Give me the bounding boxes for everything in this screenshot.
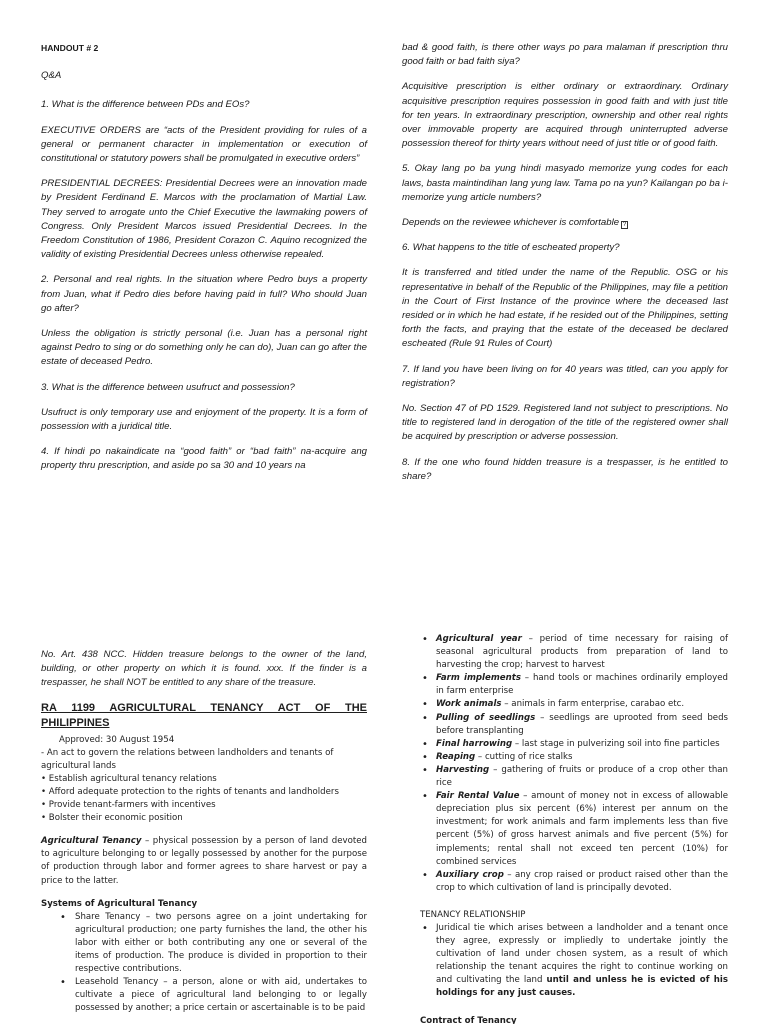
act-description: - An act to govern the relations between landholders and tenants of agricultural lands (41, 747, 334, 771)
list-item (420, 633, 728, 672)
answer-8: No. Art. 438 NCC. Hidden treasure belongs to the owner of the land, building, or other property on which it is found. xxx. If the finder is a trespasser, he shall NOT be entitled to any share of the treasure. (41, 649, 367, 689)
qa-label: Q&A (41, 70, 62, 82)
purpose-item: • Provide tenant-farmers with incentives (41, 800, 216, 811)
systems-list (41, 911, 367, 1016)
page2-left-column (41, 648, 367, 1015)
term-definition: – gathering of fruits or produce of a crop other than rice (436, 764, 728, 789)
question-1: 1. What is the difference between PDs and EOs? (41, 99, 250, 111)
page2-right-column (420, 633, 728, 1024)
question-3: 3. What is the difference between usufruct and possession? (41, 381, 295, 393)
list-item (420, 672, 728, 698)
page1-left-column (41, 41, 367, 485)
question-7: 7. If land you have been living on for 40 years was titled, can you apply for registration? (402, 363, 728, 389)
missing-glyph-icon: ? (622, 222, 627, 229)
answer-presidential-decrees: PRESIDENTIAL DECREES: Presidential Decrees were an innovation made by President Ferdinand E. Marcos with the proclamation of Martial Law. They served to arrogate unto the Chief Executive the lawmaking powers of Congress. Only President Marcos issued Presidential Decrees. In the Freedom Constitution of 1986, President Corazon C. Aquino recognized the validity of existing Presidential Decrees unless otherwise repealed. (41, 178, 367, 261)
term-definition: – amount of money not in excess of allowable depreciation plus six percent (6%) interest per annum on the investment; for work animals and farm implements less than five percent (5%) of gross harvest animals and five percent (5%) for implements; rental shall not exceed ten percent (10%) for combined services (436, 791, 728, 867)
answer-4: Acquisitive prescription is either ordinary or extraordinary. Ordinary acquisitive prescription requires possession in good faith and with just title for ten years. In extraordinary prescription, ownership and other real rights over immovable property are acquired through uninterrupted adverse possession thereof for thirty years without need of just title or of good faith. (402, 81, 728, 150)
list-item: • Share Tenancy – two persons agree on a joint undertaking for agricultural production; one party furnishes the land, the other his labor with either or both contributing any one or several of the items of production. The produce is divided in proportion to their respective contributions. (41, 911, 367, 976)
term-label: Fair Rental Value (436, 791, 520, 802)
term-definition: – seedlings are uprooted from seed beds before transplanting (436, 712, 728, 736)
tenancy-relationship-list (420, 922, 728, 1001)
question-2: 2. Personal and real rights. In the situation where Pedro buys a property from Juan, what if Pedro dies before having paid in full? Who should Juan go after? (41, 274, 367, 314)
term-label: Farm implements (436, 673, 521, 684)
tenancy-relationship-emphasis: until and unless he is evicted of his holdings for any just causes. (436, 975, 728, 999)
list-item (420, 712, 728, 738)
purpose-item: • Bolster their economic position (41, 813, 183, 824)
term-definition: – hand tools or machines ordinarily employed in farm enterprise (436, 673, 728, 697)
answer-5-text: Depends on the reviewee whichever is comfortable (402, 217, 620, 229)
list-item: • Leasehold Tenancy – a person, alone or with aid, undertakes to cultivate a piece of agricultural land belonging to or legally possessed by another; a price certain or ascertainable is to be paid (41, 976, 367, 1015)
tenancy-relationship-heading: TENANCY RELATIONSHIP (420, 909, 526, 920)
purpose-item: • Establish agricultural tenancy relations (41, 773, 217, 784)
term-label: Reaping (436, 751, 476, 762)
term-label: Agricultural year (436, 634, 522, 644)
list-item (420, 764, 728, 790)
term-label: Work animals (436, 699, 502, 710)
contract-of-tenancy-heading: Contract of Tenancy (420, 1015, 517, 1024)
tenancy-relationship-text: Juridical tie which arises between a landholder and a tenant once they agree, expressly or impliedly to undertake jointly the cultivation of land under chosen system, as a result of which relationship the tenant acquires the right to continue working on and cultivating the land (436, 922, 728, 986)
ra-1199-title-line1: RA 1199 AGRICULTURAL TENANCY ACT OF THE (41, 701, 367, 714)
list-item (420, 751, 728, 764)
term-label: Agricultural Tenancy (41, 836, 142, 847)
term-label: Final harrowing (436, 738, 513, 749)
answer-6: It is transferred and titled under the name of the Republic. OSG or his representative in behalf of the Republic of the Philippines, may file a petition in the Court of First Instance of the province where the deceased last resided or in which he had estate, if he resided out of the Philippines, setting forth the facts, and praying that the estate of the deceased be declared escheated (Rule 91 Rules of Court) (402, 267, 728, 350)
answer-2: Unless the obligation is strictly personal (i.e. Juan has a personal right against Pedro to sing or do something only he can do), Juan can go after the estate of deceased Pedro. (41, 328, 367, 368)
approved-date: Approved: 30 August 1954 (59, 734, 175, 745)
answer-executive-orders: EXECUTIVE ORDERS are “acts of the President providing for rules of a general or permanent character in implementation or execution of constitutional or statutory powers shall be promulgated in executive orders” (41, 124, 367, 165)
answer-7: No. Section 47 of PD 1529. Registered land not subject to prescriptions. No title to registered land in derogation of the title of the registered owner shall be acquired by prescription or adverse possession. (402, 403, 728, 443)
document-page-2 (0, 600, 768, 1024)
question-5: 5. Okay lang po ba yung hindi masyado memorize yung codes for each laws, basta maintindihan lang yung law. Tama po na yun? Kailangan po ba i-memorize yung article numbers? (402, 163, 728, 203)
question-4-cont: bad & good faith, is there other ways po para malaman if prescription thru good faith or bad faith siya? (402, 42, 728, 68)
question-6: 6. What happens to the title of escheated property? (402, 242, 620, 254)
agricultural-tenancy-definition (41, 835, 367, 887)
term-label: Auxiliary crop (436, 869, 504, 880)
list-item (420, 698, 728, 711)
question-4-start: 4. If hindi po nakaindicate na “good faith” or “bad faith” na-acquire ang property thru prescription, and aside po sa 30 and 10 years na (41, 446, 367, 472)
list-item (420, 738, 728, 751)
ra-1199-title-line2: PHILIPPINES (41, 717, 110, 730)
term-definition: – physical possession by a person of land devoted to agriculture belonging to or legally possessed by another for the purpose of production through labor and former agrees to share harvest or pay a price to the latter. (41, 836, 367, 886)
term-definition: – period of time necessary for raising of seasonal agricultural products from preparation of land to harvesting the crop; harvest to harvest (436, 634, 728, 671)
term-label: Pulling of seedlings (436, 712, 536, 723)
term-definition: – cutting of rice stalks (475, 751, 573, 762)
answer-3: Usufruct is only temporary use and enjoyment of the property. It is a form of possession with a juridical title. (41, 406, 367, 433)
definitions-list (420, 633, 728, 895)
answer-5 (402, 216, 728, 230)
term-definition: – last stage in pulverizing soil into fine particles (512, 738, 720, 749)
page1-right-column (402, 41, 728, 495)
list-item (420, 869, 728, 895)
systems-heading: Systems of Agricultural Tenancy (41, 898, 198, 909)
handout-title: HANDOUT # 2 (41, 43, 99, 53)
list-item (420, 922, 728, 1001)
term-label: Harvesting (436, 764, 490, 775)
term-definition: – animals in farm enterprise, carabao etc. (501, 699, 685, 710)
list-item (420, 790, 728, 869)
term-definition: – any crop raised or product raised other than the crop to which cultivation of land is principally devoted. (436, 869, 728, 893)
question-8: 8. If the one who found hidden treasure is a trespasser, is he entitled to share? (402, 456, 728, 482)
purpose-item: • Afford adequate protection to the rights of tenants and landholders (41, 786, 339, 797)
